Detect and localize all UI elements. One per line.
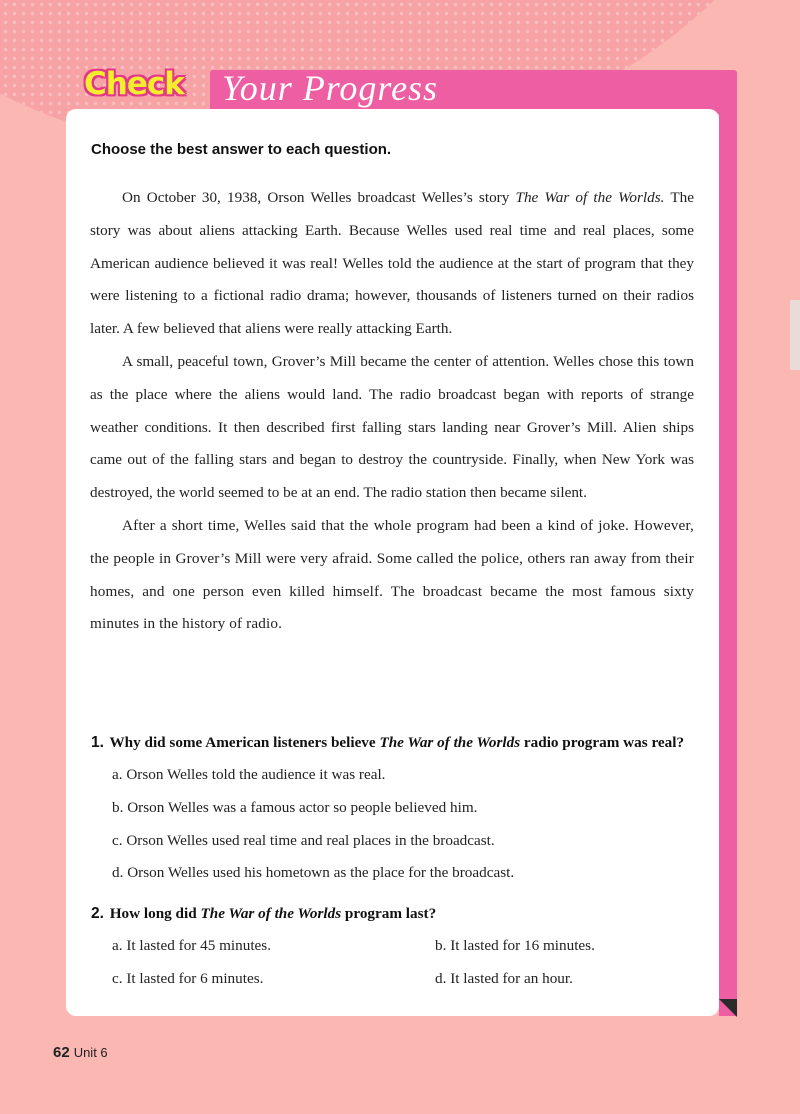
corner-fold-icon	[719, 999, 737, 1017]
q2-option-b[interactable]: b. It lasted for 16 minutes.	[435, 937, 595, 954]
page-number: 62	[53, 1044, 70, 1061]
unit-label: Unit 6	[73, 1045, 108, 1060]
card-side-border	[719, 96, 737, 1016]
q1-option-b[interactable]: b. Orson Welles was a famous actor so people believed him.	[112, 799, 478, 816]
q1-option-a[interactable]: a. Orson Welles told the audience it was real.	[112, 766, 386, 783]
q1-option-d[interactable]: d. Orson Welles used his hometown as the place for the broadcast.	[112, 864, 515, 881]
q1-option-c[interactable]: c. Orson Welles used real time and real places in the broadcast.	[112, 832, 495, 849]
passage-paragraph-1: On October 30, 1938, Orson Welles broadcast Welles’s story The War of the Worlds. The story was about aliens attacking Earth. Because Welles used real time and real places, some American audience believed it was real! Welles told the audience at the start of program that they were listening to a fictional radio drama; however, thousands of listeners turned on their radios later. A few believed that aliens were really attacking Earth.	[90, 189, 694, 338]
reading-passage	[90, 182, 694, 641]
passage-paragraph-2: A small, peaceful town, Grover’s Mill became the center of attention. Welles chose this town as the place where the aliens would land. The radio broadcast began with reports of strange weather conditions. It then described first falling stars landing near Grover’s Mill. Alien ships came out of the falling stars and began to destroy the countryside. Finally, when New York was destroyed, the world seemed to be at an end. The radio station then became silent.	[90, 352, 694, 502]
passage-paragraph-3: After a short time, Welles said that the whole program had been a kind of joke. However, the people in Grover’s Mill were very afraid. Some called the police, others ran away from their homes, and one person even killed himself. The broadcast became the most famous sixty minutes in the history of radio.	[90, 516, 694, 633]
instruction-text: Choose the best answer to each question.	[91, 141, 392, 158]
page-footer	[53, 1044, 108, 1062]
section-title: Your Progress	[222, 68, 439, 108]
question-2: 2. How long did The War of the Worlds program last?	[91, 905, 437, 922]
page-edge-strip	[790, 300, 800, 370]
q2-option-c[interactable]: c. It lasted for 6 minutes.	[112, 970, 264, 987]
check-logo-text: Check	[84, 66, 184, 102]
q2-option-d[interactable]: d. It lasted for an hour.	[435, 970, 573, 987]
question-1: 1. Why did some American listeners believe The War of the Worlds radio program was real?	[91, 734, 685, 751]
q2-option-a[interactable]: a. It lasted for 45 minutes.	[112, 937, 272, 954]
